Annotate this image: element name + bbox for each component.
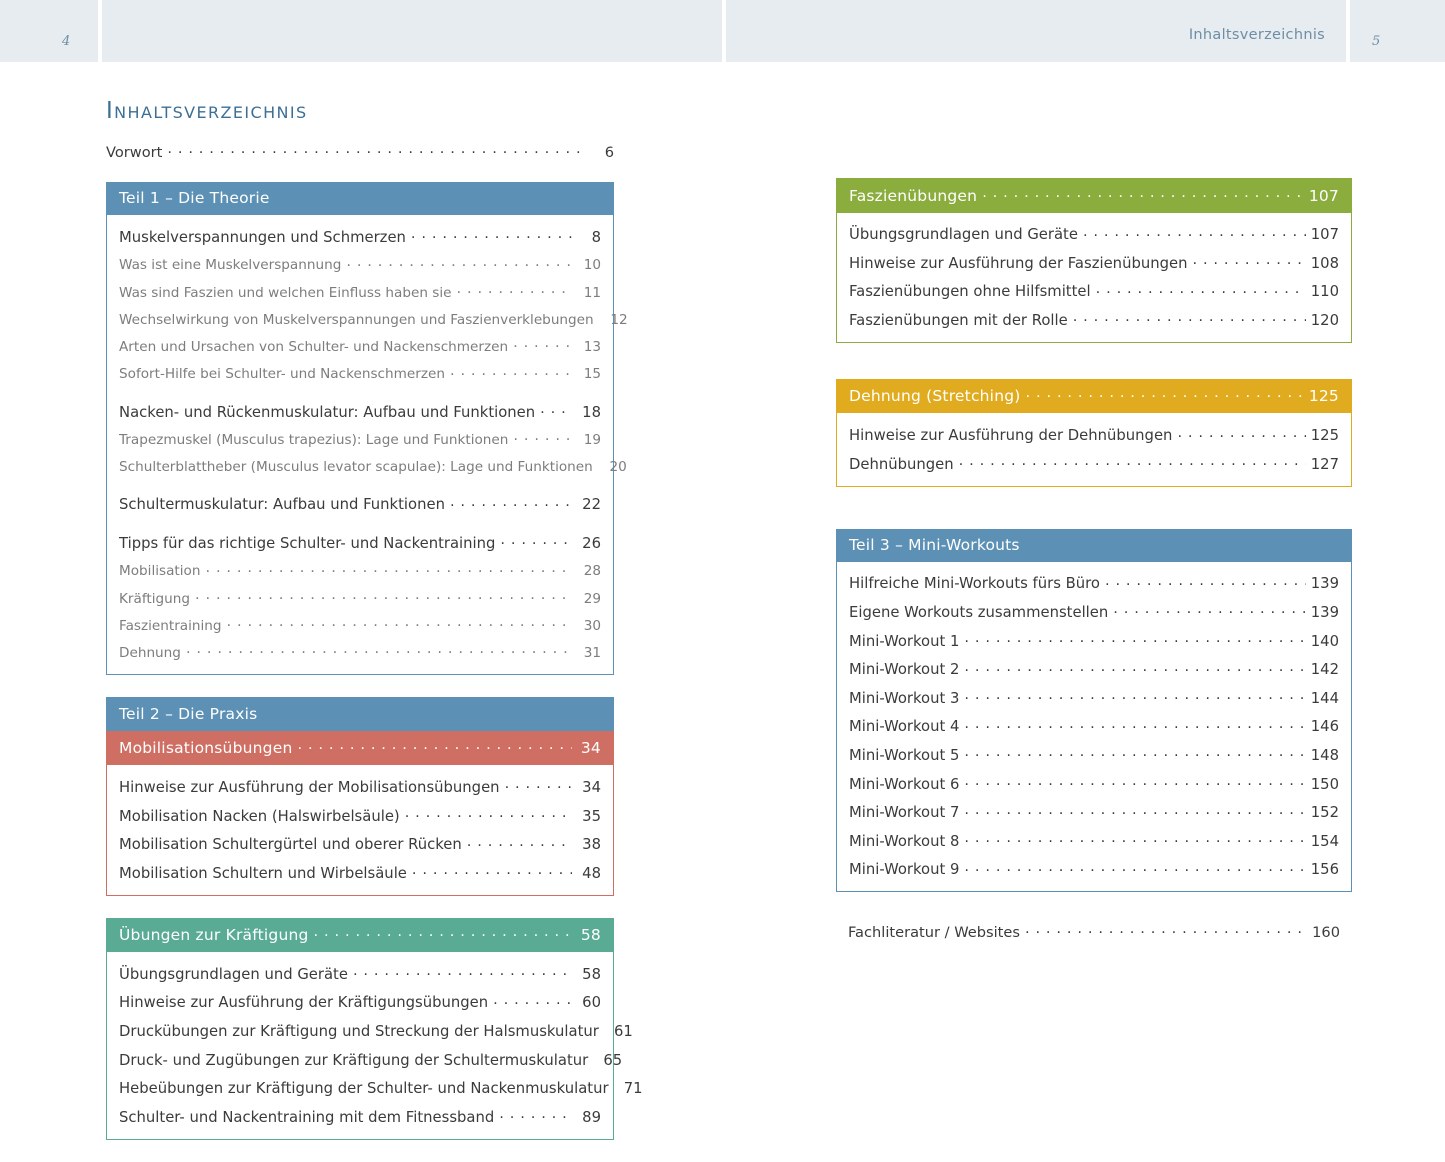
toc-entry-page: 120 (1310, 312, 1339, 330)
toc-entry[interactable] (849, 574, 1339, 593)
toc-entry-page: 139 (1310, 575, 1339, 593)
section-header-label: Teil 3 – Mini-Workouts (849, 535, 1020, 554)
section-header-label: Mobilisationsübungen (119, 739, 293, 758)
section-part-2 (106, 697, 614, 731)
toc-entry[interactable] (119, 283, 601, 300)
section-kraeftigung (106, 918, 643, 1140)
toc-entry-page: 26 (582, 535, 601, 553)
toc-entry-page: 71 (623, 1080, 643, 1098)
leader-dots (1073, 310, 1306, 325)
toc-entry[interactable] (849, 602, 1339, 621)
leader-dots (167, 142, 585, 157)
toc-entry-page: 8 (591, 228, 601, 246)
toc-entry-page: 13 (583, 338, 601, 355)
leader-dots (964, 802, 1305, 817)
toc-entry-label: Mini-Workout 5 (849, 746, 960, 764)
toc-entry[interactable] (849, 425, 1339, 444)
toc-entry-page: 48 (582, 864, 601, 882)
toc-entry-label: Fachliteratur / Websites (848, 923, 1020, 941)
leader-dots (1113, 602, 1305, 617)
leader-dots (540, 402, 572, 417)
leader-dots (412, 863, 572, 878)
section-part-3 (836, 529, 1352, 893)
section-header-page: 34 (580, 739, 601, 758)
toc-entry[interactable] (849, 860, 1339, 879)
toc-entry[interactable] (849, 225, 1339, 244)
leader-dots (499, 1107, 572, 1122)
toc-entry-label: Vorwort (106, 143, 163, 161)
toc-entry[interactable] (849, 745, 1339, 764)
section-part-1 (106, 182, 628, 674)
leader-dots (959, 454, 1306, 469)
toc-entry[interactable] (119, 365, 601, 382)
header-block-left (102, 0, 722, 62)
toc-entry-label: Kräftigung (119, 590, 190, 607)
toc-entry-page: 107 (1310, 226, 1339, 244)
leader-dots (964, 717, 1305, 732)
toc-entry-label: Schulterblattheber (Musculus levator scapulae): Lage und Funktionen (119, 459, 593, 476)
toc-entry-page: 125 (1310, 427, 1339, 445)
toc-entry-label: Faszienübungen mit der Rolle (849, 312, 1068, 330)
toc-entry[interactable] (119, 310, 628, 328)
leader-dots (1026, 386, 1304, 402)
toc-entry-label: Arten und Ursachen von Schulter- und Nackenschmerzen (119, 338, 509, 355)
toc-entry-label: Übungsgrundlagen und Geräte (119, 965, 348, 983)
section-body (107, 952, 643, 1139)
toc-entry-page: 146 (1310, 718, 1339, 736)
leader-dots (314, 925, 572, 941)
leader-dots (964, 745, 1305, 760)
toc-entry-page: 15 (583, 366, 601, 383)
section-header-label: Teil 2 – Die Praxis (119, 704, 258, 723)
toc-entry-label: Mobilisation Schultern und Wirbelsäule (119, 864, 407, 882)
toc-entry-label: Mini-Workout 7 (849, 804, 960, 822)
section-header-label: Übungen zur Kräftigung (119, 926, 309, 944)
toc-entry-label: Eigene Workouts zusammenstellen (849, 603, 1109, 621)
leader-dots (982, 185, 1304, 201)
toc-entry-page: 20 (609, 459, 627, 476)
section-header-part-3 (837, 529, 1351, 562)
toc-entry-page: 28 (583, 563, 601, 580)
toc-entry-page: 60 (582, 994, 601, 1012)
toc-entry-label: Druckübungen zur Kräftigung und Streckung der Halsmuskulatur (119, 1022, 599, 1040)
leader-dots (1192, 253, 1305, 268)
toc-entry[interactable] (849, 774, 1339, 793)
toc-entry[interactable] (849, 253, 1339, 272)
section-header-page: 125 (1308, 387, 1339, 406)
toc-entry-label: Mini-Workout 8 (849, 832, 960, 850)
toc-entry-label: Faszientraining (119, 617, 222, 634)
section-header-part-1 (107, 182, 613, 215)
leader-dots (1083, 225, 1306, 240)
toc-entry-label: Mobilisation Nacken (Halswirbelsäule) (119, 807, 400, 825)
toc-entry-page: 144 (1310, 689, 1339, 707)
toc-entry-label: Sofort-Hilfe bei Schulter- und Nackenschmerzen (119, 366, 445, 383)
section-body (837, 562, 1351, 892)
toc-entry[interactable] (119, 777, 601, 796)
toc-entry[interactable] (119, 227, 601, 246)
toc-entry-page: 30 (583, 617, 601, 634)
toc-entry[interactable] (849, 454, 1339, 473)
toc-entry[interactable] (119, 337, 601, 354)
toc-entry[interactable] (119, 1050, 623, 1069)
leader-dots (493, 993, 572, 1008)
toc-entry-page: 140 (1310, 632, 1339, 650)
section-body (107, 765, 613, 894)
leader-dots (186, 643, 572, 657)
leader-dots (513, 337, 572, 351)
toc-entry-page: 152 (1310, 804, 1339, 822)
toc-entry-page: 148 (1310, 746, 1339, 764)
toc-entry[interactable] (119, 533, 601, 552)
toc-entry-label: Mini-Workout 1 (849, 632, 960, 650)
toc-entry-page: 6 (604, 143, 614, 161)
toc-entry-page: 61 (614, 1022, 633, 1040)
toc-entry[interactable] (849, 688, 1339, 707)
running-header (0, 0, 1445, 62)
section-faszienuebungen (836, 178, 1352, 343)
toc-entry-label: Hinweise zur Ausführung der Dehnübungen (849, 427, 1173, 445)
leader-dots (1105, 574, 1306, 589)
toc-entry-label: Mini-Workout 6 (849, 775, 960, 793)
toc-entry-label: Druck- und Zugübungen zur Kräftigung der Schultermuskulatur (119, 1051, 589, 1069)
leader-dots (500, 533, 572, 548)
toc-entry[interactable] (119, 834, 601, 853)
section-header (837, 178, 1351, 213)
toc-column-right (836, 178, 1352, 940)
leader-dots (964, 659, 1305, 674)
toc-entry-label: Schultermuskulatur: Aufbau und Funktionen (119, 496, 445, 514)
toc-entry[interactable] (119, 256, 601, 273)
toc-entry[interactable] (849, 631, 1339, 650)
toc-entry[interactable] (119, 643, 601, 660)
leader-dots (297, 738, 572, 754)
toc-entry[interactable] (849, 802, 1339, 821)
folio-right: 5 (1372, 34, 1381, 49)
toc-entry[interactable] (849, 831, 1339, 850)
section-header (837, 379, 1351, 414)
toc-entry[interactable] (119, 458, 627, 476)
leader-dots (405, 806, 572, 821)
section-header-label: Faszienübungen (849, 186, 978, 205)
toc-entry-page: 154 (1310, 832, 1339, 850)
toc-entry-label: Schulter- und Nackentraining mit dem Fitnessband (119, 1108, 495, 1126)
toc-entry-page: 150 (1310, 775, 1339, 793)
toc-entry-page: 110 (1310, 283, 1339, 301)
toc-entry[interactable] (119, 1078, 643, 1098)
leader-dots (467, 834, 572, 849)
toc-entry-page: 58 (582, 965, 601, 983)
section-header-part-2 (106, 697, 614, 731)
toc-entry-page: 108 (1310, 254, 1339, 272)
toc-entry-label: Hinweise zur Ausführung der Mobilisationsübungen (119, 778, 500, 796)
toc-entry-label: Hilfreiche Mini-Workouts fürs Büro (849, 575, 1100, 593)
toc-column-left (106, 142, 643, 1162)
toc-entry[interactable] (849, 282, 1339, 301)
leader-dots (457, 283, 573, 297)
toc-entry-label: Hebeübungen zur Kräftigung der Schulter- und Nackenmuskulatur (119, 1080, 609, 1098)
leader-dots (450, 365, 572, 379)
leader-dots (1025, 922, 1307, 937)
toc-entry-label: Hinweise zur Ausführung der Faszienübungen (849, 254, 1188, 272)
leader-dots (513, 430, 572, 444)
section-dehnung (836, 379, 1352, 487)
toc-entry-page: 160 (1312, 923, 1340, 941)
toc-entry-page: 18 (582, 403, 601, 421)
toc-entry-label: Nacken- und Rückenmuskulatur: Aufbau und Funktionen (119, 403, 536, 421)
toc-entry[interactable] (119, 964, 601, 983)
toc-entry-page: 127 (1310, 455, 1339, 473)
toc-entry-vorwort[interactable] (106, 142, 614, 160)
section-header-label: Dehnung (Stretching) (849, 387, 1021, 406)
header-block-right-folio (1350, 0, 1445, 62)
toc-entry-page: 156 (1310, 861, 1339, 879)
toc-entry-page: 35 (582, 807, 601, 825)
leader-dots (964, 831, 1305, 846)
leader-dots (964, 860, 1305, 875)
toc-entry-label: Mobilisation Schultergürtel und oberer Rücken (119, 836, 462, 854)
toc-entry-page: 38 (582, 836, 601, 854)
leader-dots (450, 495, 572, 510)
leader-dots (205, 562, 572, 576)
section-body (837, 413, 1351, 485)
toc-entry[interactable] (119, 562, 601, 579)
toc-entry[interactable] (119, 589, 601, 606)
toc-entry-label: Tipps für das richtige Schulter- und Nackentraining (119, 535, 496, 553)
toc-entry-label: Hinweise zur Ausführung der Kräftigungsübungen (119, 994, 489, 1012)
toc-entry-label: Wechselwirkung von Muskelverspannungen und Faszienverklebungen (119, 311, 594, 328)
toc-entry-page: 12 (610, 311, 628, 328)
toc-entry-page: 142 (1310, 661, 1339, 679)
leader-dots (227, 616, 572, 630)
section-header-page: 58 (580, 926, 601, 944)
toc-entry-page: 65 (603, 1051, 623, 1069)
leader-dots (1177, 425, 1305, 440)
toc-entry-label: Mini-Workout 4 (849, 718, 960, 736)
toc-entry-page: 31 (583, 645, 601, 662)
leader-dots (964, 774, 1305, 789)
folio-left: 4 (62, 34, 71, 49)
toc-entry-label: Faszienübungen ohne Hilfsmittel (849, 283, 1091, 301)
leader-dots (964, 688, 1305, 703)
toc-entry-label: Mini-Workout 2 (849, 661, 960, 679)
leader-dots (346, 256, 572, 270)
leader-dots (505, 777, 572, 792)
toc-entry-label: Muskelverspannungen und Schmerzen (119, 228, 406, 246)
toc-entry-page: 11 (583, 284, 601, 301)
toc-entry-label: Mobilisation (119, 563, 201, 580)
toc-entry-label: Trapezmuskel (Musculus trapezius): Lage und Funktionen (119, 431, 509, 448)
running-title: Inhaltsverzeichnis (1188, 27, 1325, 43)
toc-entry-page: 89 (582, 1108, 601, 1126)
page-title: Inhaltsverzeichnis (106, 98, 308, 124)
toc-entry[interactable] (119, 863, 601, 882)
toc-entry[interactable] (119, 430, 601, 447)
toc-entry[interactable] (119, 993, 601, 1012)
toc-entry[interactable] (119, 495, 601, 514)
toc-entry-label: Dehnung (119, 645, 181, 662)
toc-entry[interactable] (119, 616, 601, 633)
toc-entry-page: 19 (583, 431, 601, 448)
toc-entry-page: 10 (583, 257, 601, 274)
toc-entry[interactable] (849, 310, 1339, 329)
toc-entry-label: Mini-Workout 9 (849, 861, 960, 879)
toc-entry-label: Dehnübungen (849, 455, 954, 473)
section-body (837, 213, 1351, 342)
toc-entry-label: Was ist eine Muskelverspannung (119, 257, 342, 274)
toc-entry-label: Mini-Workout 3 (849, 689, 960, 707)
leader-dots (195, 589, 572, 603)
toc-entry-page: 34 (582, 778, 601, 796)
section-body-part-1 (107, 215, 628, 673)
toc-entry[interactable] (849, 717, 1339, 736)
leader-dots (353, 964, 572, 979)
toc-entry-page: 139 (1310, 603, 1339, 621)
toc-entry-page: 29 (583, 590, 601, 607)
toc-entry-label: Übungsgrundlagen und Geräte (849, 226, 1078, 244)
toc-entry-page: 22 (582, 496, 601, 514)
header-block-left-folio (0, 0, 98, 62)
section-header-label: Teil 1 – Die Theorie (119, 189, 270, 208)
toc-entry[interactable] (119, 806, 601, 825)
leader-dots (1096, 282, 1306, 297)
section-header (107, 731, 613, 766)
section-mobilisationsuebungen (106, 731, 614, 896)
leader-dots (964, 631, 1305, 646)
leader-dots (411, 227, 572, 242)
section-header (107, 918, 613, 953)
section-header-page: 107 (1308, 186, 1339, 205)
toc-entry[interactable] (119, 1107, 601, 1126)
toc-entry[interactable] (119, 1021, 633, 1040)
toc-entry[interactable] (119, 402, 601, 421)
toc-entry-label: Was sind Faszien und welchen Einfluss haben sie (119, 284, 452, 301)
toc-entry-fachliteratur[interactable] (836, 922, 1352, 940)
toc-entry[interactable] (849, 659, 1339, 678)
